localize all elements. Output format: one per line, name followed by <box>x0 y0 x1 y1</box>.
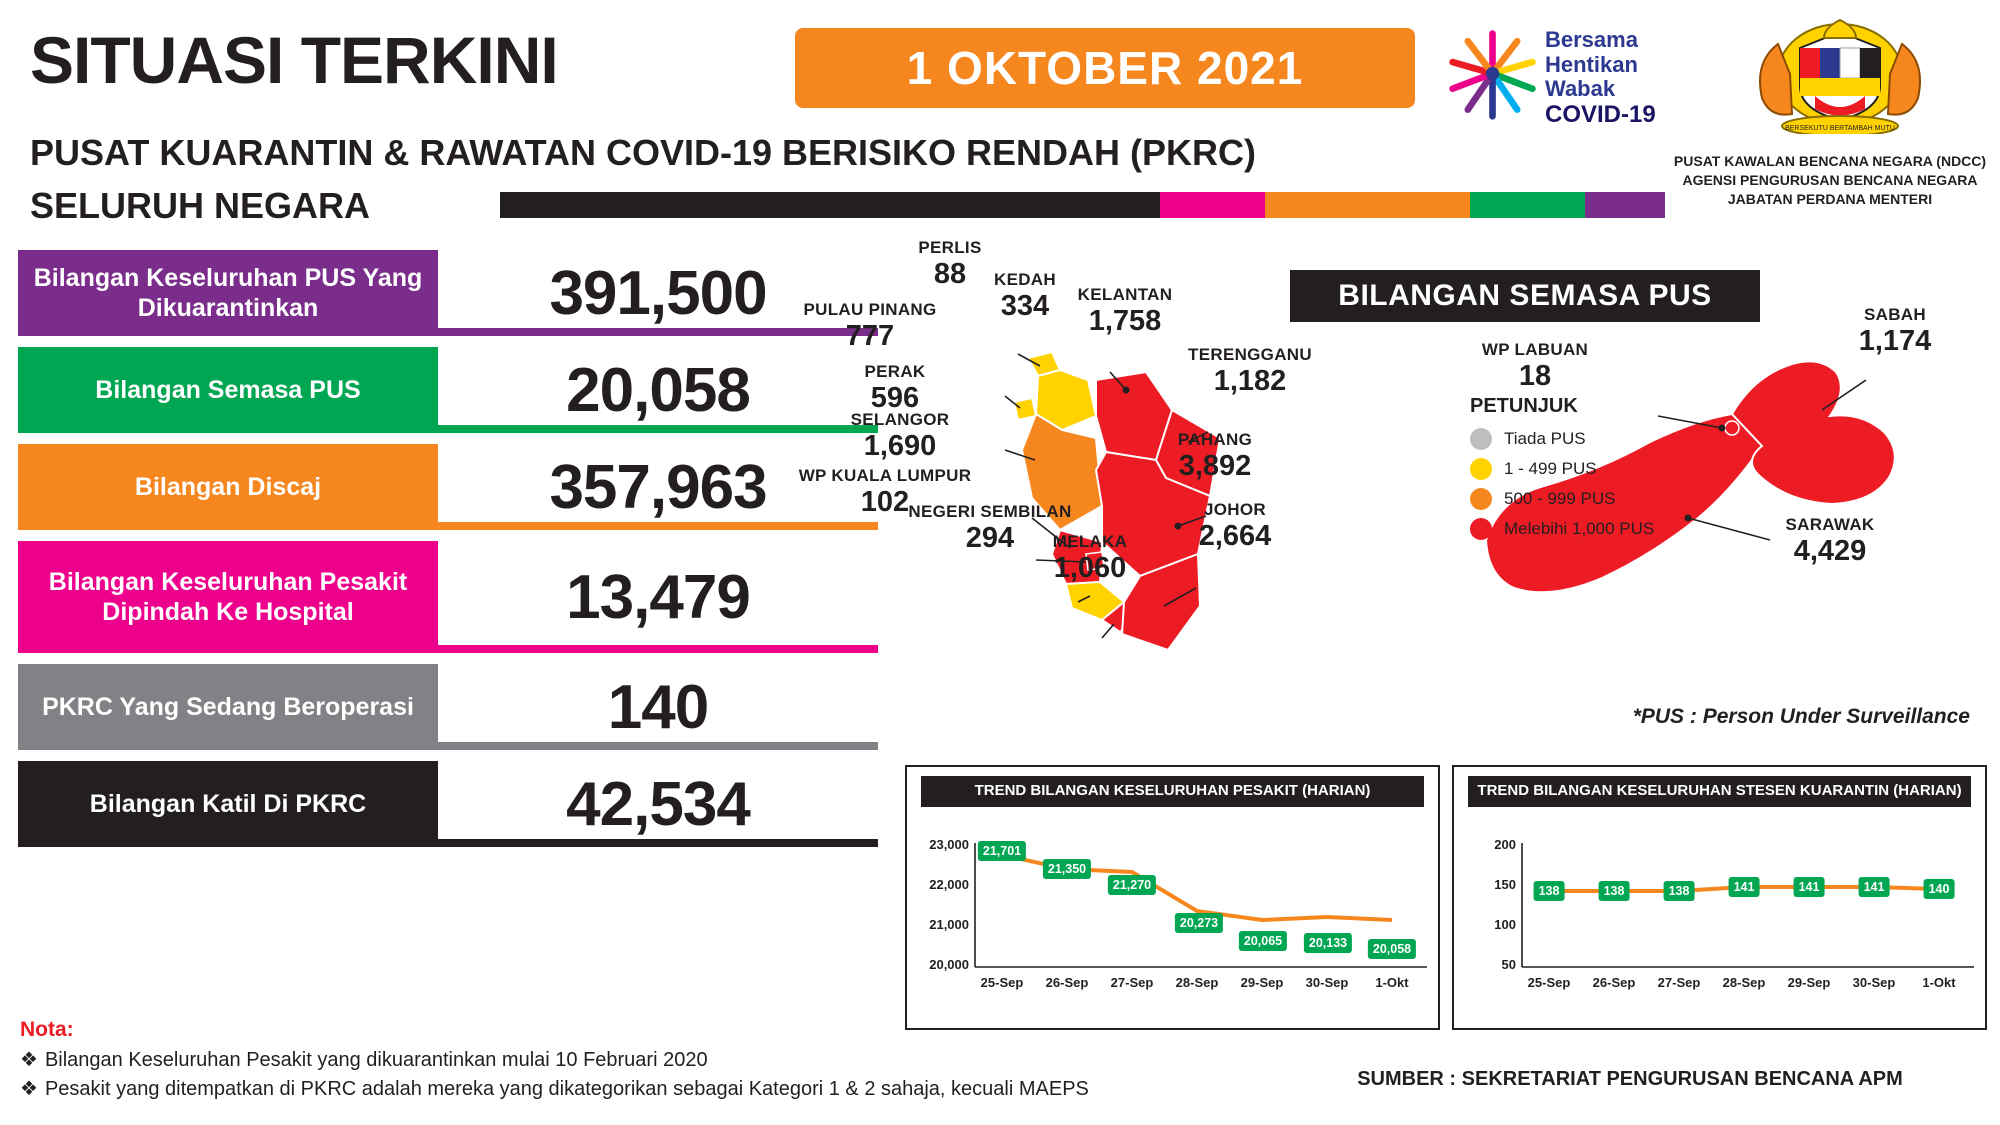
y-tick: 200 <box>1494 837 1516 852</box>
stat-value-discharged: 357,963 <box>549 452 767 522</box>
stat-row <box>18 347 878 433</box>
map-label-selangor <box>810 410 990 463</box>
notes-title: Nota: <box>20 1018 74 1041</box>
state-value: 1,060 <box>1053 552 1127 584</box>
chart-stations-trend <box>1452 765 1987 1030</box>
subtitle-secondary: SELURUH NEGARA <box>30 185 371 226</box>
bullet-icon: ❖ <box>20 1049 38 1071</box>
stat-row <box>18 664 878 750</box>
stat-label-total-quarantined: Bilangan Keseluruhan PUS Yang Dikuarantinkan <box>18 250 438 336</box>
legend-swatch-yellow <box>1470 458 1492 480</box>
svg-text:BERSEKUTU BERTAMBAH MUTU: BERSEKUTU BERTAMBAH MUTU <box>1785 125 1895 132</box>
legend-item-over-1000 <box>1470 518 1710 540</box>
legend-item-no-pus <box>1470 428 1710 450</box>
legend-swatch-red <box>1470 518 1492 540</box>
legend-label: Tiada PUS <box>1504 429 1586 448</box>
agency-line-3: JABATAN PERDANA MENTERI <box>1727 190 1933 207</box>
map-label-kelantan <box>1040 285 1210 338</box>
header-rule-black <box>500 192 1160 218</box>
state-value: 294 <box>965 522 1015 554</box>
map-label-pulau-pinang <box>770 300 970 353</box>
map-label-pahang <box>1135 430 1295 483</box>
map-label-perak <box>820 362 970 415</box>
date-badge-label: 1 OKTOBER 2021 <box>906 42 1304 94</box>
state-value: 334 <box>1000 290 1050 322</box>
legend-swatch-orange <box>1470 488 1492 510</box>
x-tick: 30-Sep <box>1305 975 1349 990</box>
state-name: WP LABUAN <box>1481 340 1589 359</box>
state-value: 18 <box>1518 360 1552 392</box>
chart-title-patients: TREND BILANGAN KESELURUHAN PESAKIT (HARIAN) <box>921 776 1424 807</box>
data-label: 138 <box>1664 881 1695 901</box>
stat-row <box>18 541 878 653</box>
state-name: KELANTAN <box>1077 285 1173 304</box>
chart-patients-trend <box>905 765 1440 1030</box>
stat-label-discharged: Bilangan Discaj <box>18 444 438 530</box>
state-name: TERENGGANU <box>1188 345 1312 364</box>
campaign-line-2: Hentikan <box>1545 51 1638 77</box>
bullet-icon: ❖ <box>20 1078 38 1100</box>
state-name: KEDAH <box>994 270 1056 289</box>
source-label: SUMBER : SEKRETARIAT PENGURUSAN BENCANA APM <box>1357 1068 1903 1090</box>
state-name: JOHOR <box>1204 500 1266 519</box>
header-rule-green <box>1470 192 1585 218</box>
agency-line-2: AGENSI PENGURUSAN BENCANA NEGARA <box>1682 171 1978 188</box>
data-label: 20,273 <box>1175 913 1223 933</box>
legend-label: 500 - 999 PUS <box>1504 489 1616 508</box>
campaign-line-1: Bersama <box>1545 27 1638 52</box>
state-value: 1,182 <box>1213 365 1287 397</box>
state-value: 596 <box>870 382 920 414</box>
stat-label-beds-pkrc: Bilangan Katil Di PKRC <box>18 761 438 847</box>
state-name: SABAH <box>1864 305 1926 324</box>
chart-plot-stations <box>1454 829 1985 1029</box>
agency-name <box>1660 152 2000 209</box>
note-text: Bilangan Keseluruhan Pesakit yang dikuarantinkan mulai 10 Februari 2020 <box>44 1049 708 1071</box>
x-tick: 28-Sep <box>1722 975 1766 990</box>
map-legend <box>1470 395 1710 548</box>
x-tick: 27-Sep <box>1110 975 1154 990</box>
legend-swatch-gray <box>1470 428 1492 450</box>
data-label: 21,701 <box>978 841 1026 861</box>
header-rule-orange <box>1265 192 1470 218</box>
x-tick: 30-Sep <box>1852 975 1896 990</box>
note-text: Pesakit yang ditempatkan di PKRC adalah mereka yang dikategorikan sebagai Kategori 1 & 2 sahaja, kecuali MAEPS <box>44 1078 1089 1100</box>
state-name: PERAK <box>864 362 926 381</box>
data-label: 138 <box>1534 881 1565 901</box>
y-tick: 22,000 <box>929 877 969 892</box>
stat-value-beds-pkrc: 42,534 <box>566 769 750 839</box>
y-tick: 50 <box>1501 957 1516 972</box>
state-name: SARAWAK <box>1785 515 1875 534</box>
map-label-melaka <box>1010 532 1170 585</box>
data-label: 141 <box>1859 877 1890 897</box>
state-value: 1,690 <box>863 430 937 462</box>
x-tick: 25-Sep <box>980 975 1024 990</box>
page-title: SITUASI TERKINI <box>30 23 558 97</box>
x-tick: 1-Okt <box>1375 975 1409 990</box>
date-badge <box>795 28 1415 108</box>
state-name: PERLIS <box>918 238 982 257</box>
state-value: 1,174 <box>1858 325 1932 357</box>
stat-row <box>18 250 878 336</box>
subtitle-primary: PUSAT KUARANTIN & RAWATAN COVID-19 BERISIKO RENDAH (PKRC) <box>30 132 1257 173</box>
state-value: 88 <box>933 258 967 290</box>
state-value: 3,892 <box>1178 450 1252 482</box>
burst-icon <box>1445 26 1540 121</box>
data-label: 20,065 <box>1239 931 1287 951</box>
data-label: 21,270 <box>1108 875 1156 895</box>
x-tick: 29-Sep <box>1240 975 1284 990</box>
stat-label-current-pus: Bilangan Semasa PUS <box>18 347 438 433</box>
campaign-line-3: Wabak <box>1545 76 1616 102</box>
header-rule-purple <box>1585 192 1665 218</box>
campaign-logo <box>1445 22 1685 127</box>
map-title-label: BILANGAN SEMASA PUS <box>1338 279 1712 312</box>
x-tick: 28-Sep <box>1175 975 1219 990</box>
y-tick: 23,000 <box>929 837 969 852</box>
x-tick: 26-Sep <box>1592 975 1636 990</box>
chart-svg-stations <box>1454 829 1989 1029</box>
data-label: 20,058 <box>1368 939 1416 959</box>
legend-label: 1 - 499 PUS <box>1504 459 1597 478</box>
note-item <box>20 1047 1220 1072</box>
state-value: 777 <box>845 320 895 352</box>
stat-value-transferred-hospital: 13,479 <box>566 562 750 632</box>
state-name: NEGERI SEMBILAN <box>908 502 1072 521</box>
agency-line-1: PUSAT KAWALAN BENCANA NEGARA (NDCC) <box>1673 153 1987 169</box>
x-tick: 29-Sep <box>1787 975 1831 990</box>
state-name: WP KUALA LUMPUR <box>798 466 972 485</box>
state-value: 2,664 <box>1198 520 1272 552</box>
x-tick: 26-Sep <box>1045 975 1089 990</box>
stat-row <box>18 761 878 847</box>
data-label: 138 <box>1599 881 1630 901</box>
map-label-terengganu <box>1155 345 1345 398</box>
statistics-panel <box>18 250 878 858</box>
x-tick: 25-Sep <box>1527 975 1571 990</box>
map-panel <box>798 238 1990 750</box>
header <box>0 0 2000 235</box>
y-tick: 100 <box>1494 917 1516 932</box>
data-label: 20,133 <box>1304 933 1352 953</box>
stat-label-transferred-hospital: Bilangan Keseluruhan Pesakit Dipindah Ke Hospital <box>18 541 438 653</box>
data-label: 141 <box>1794 877 1825 897</box>
data-label: 141 <box>1729 877 1760 897</box>
stat-value-current-pus: 20,058 <box>566 355 750 425</box>
map-label-sarawak <box>1735 515 1925 568</box>
legend-item-1-499 <box>1470 458 1710 480</box>
chart-title-stations: TREND BILANGAN KESELURUHAN STESEN KUARANTIN (HARIAN) <box>1468 776 1971 807</box>
legend-title: PETUNJUK <box>1470 395 1578 417</box>
y-tick: 20,000 <box>929 957 969 972</box>
legend-label: Melebihi 1,000 PUS <box>1504 519 1655 538</box>
chart-plot-patients <box>907 829 1438 1029</box>
campaign-logo-text <box>1545 28 1656 129</box>
data-label: 21,350 <box>1043 859 1091 879</box>
data-label: 140 <box>1924 879 1955 899</box>
state-name: PULAU PINANG <box>803 300 937 319</box>
state-value: 1,758 <box>1088 305 1162 337</box>
pus-footnote: *PUS : Person Under Surveillance <box>1632 705 1970 728</box>
x-tick: 27-Sep <box>1657 975 1701 990</box>
notes-section <box>20 1018 1220 1105</box>
campaign-line-4: COVID-19 <box>1545 100 1656 128</box>
state-value: 102 <box>860 486 910 518</box>
stat-value-total-quarantined: 391,500 <box>549 258 767 328</box>
map-label-sabah <box>1815 305 1975 358</box>
state-name: SELANGOR <box>850 410 950 429</box>
x-tick: 1-Okt <box>1922 975 1956 990</box>
y-tick: 150 <box>1494 877 1516 892</box>
state-name: PAHANG <box>1177 430 1253 449</box>
stat-label-operating-pkrc: PKRC Yang Sedang Beroperasi <box>18 664 438 750</box>
stat-row <box>18 444 878 530</box>
map-label-johor <box>1155 500 1315 553</box>
state-name: MELAKA <box>1052 532 1128 551</box>
map-label-wp-labuan <box>1445 340 1625 393</box>
y-tick: 21,000 <box>929 917 969 932</box>
state-value: 4,429 <box>1793 535 1867 567</box>
legend-item-500-999 <box>1470 488 1710 510</box>
header-rule-pink <box>1160 192 1265 218</box>
stat-value-operating-pkrc: 140 <box>607 672 709 742</box>
coat-of-arms-icon <box>1720 14 1960 134</box>
note-item <box>20 1076 1220 1101</box>
